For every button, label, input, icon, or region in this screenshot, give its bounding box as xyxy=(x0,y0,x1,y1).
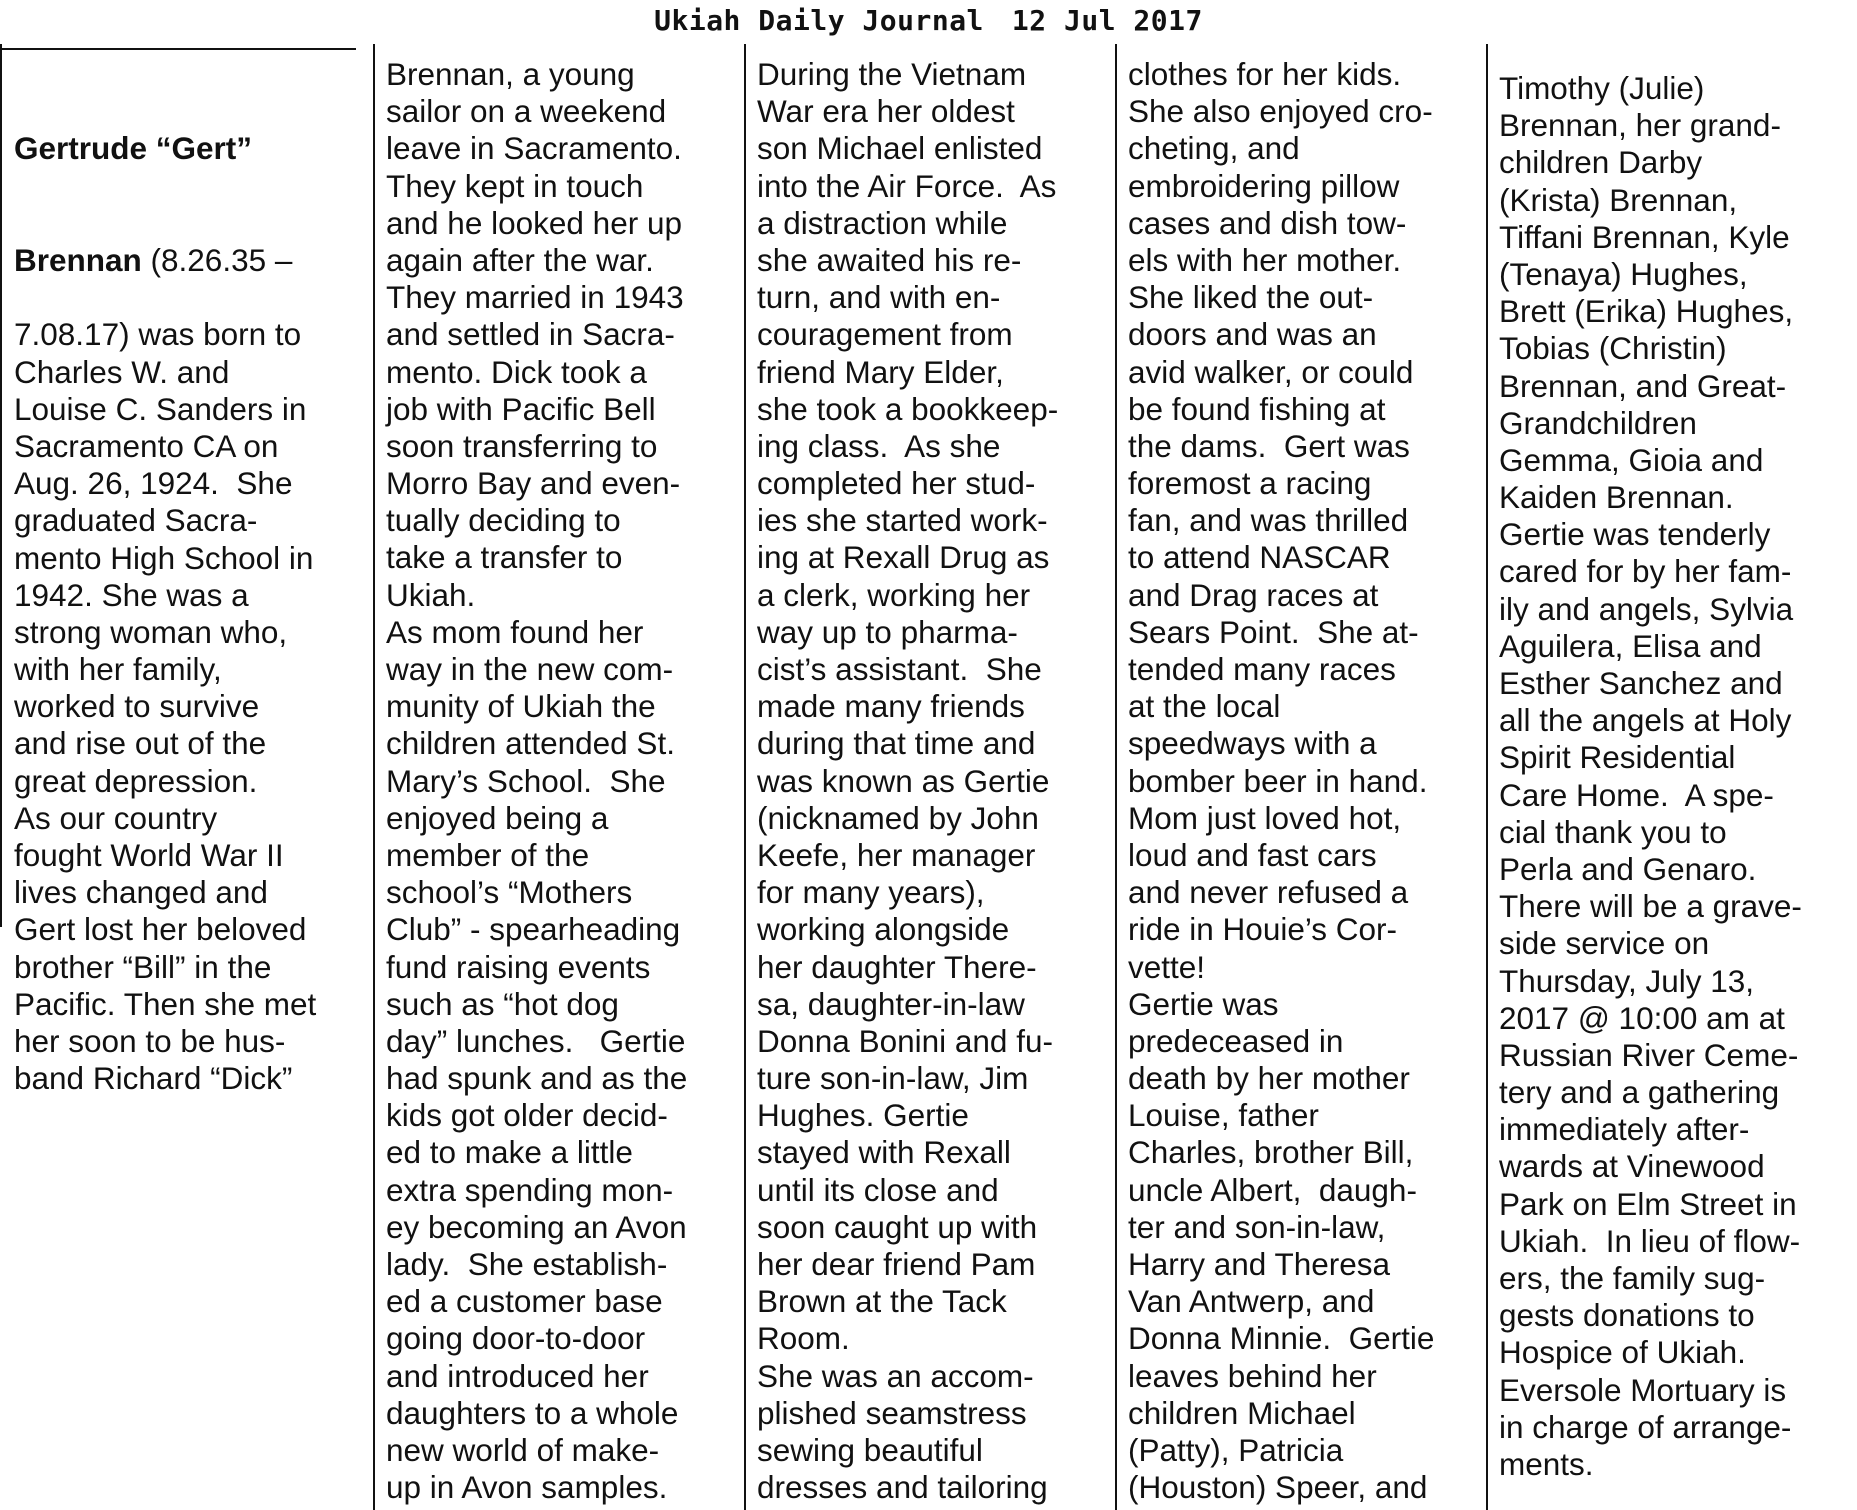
text-line: a distraction while xyxy=(757,204,1008,241)
text-line: Gert lost her beloved xyxy=(14,911,307,948)
text-line: the dams. Gert was xyxy=(1128,427,1410,464)
text-line: and introduced her xyxy=(386,1357,649,1394)
text-line: ey becoming an Avon xyxy=(386,1208,687,1245)
text-line: she awaited his re- xyxy=(757,241,1022,278)
text-line: foremost a racing xyxy=(1128,465,1372,502)
text-line: take a transfer to xyxy=(386,539,623,576)
text-line: brother “Bill” in the xyxy=(14,948,272,985)
text-line: They married in 1943 xyxy=(386,279,684,316)
text-line: turn, and with en- xyxy=(757,279,1001,316)
text-line: bomber beer in hand. xyxy=(1128,762,1428,799)
obituary-name: Gertrude “Gert” xyxy=(14,130,253,167)
text-line: friend Mary Elder, xyxy=(757,353,1004,390)
text-line: Mary’s School. She xyxy=(386,762,666,799)
text-line: dresses and tailoring xyxy=(757,1469,1048,1506)
text-line: They kept in touch xyxy=(386,167,644,204)
text-line: ed a customer base xyxy=(386,1283,663,1320)
text-line: Ukiah. In lieu of flow- xyxy=(1499,1222,1801,1259)
text-line: plished seamstress xyxy=(757,1394,1027,1431)
text-line: uncle Albert, daugh- xyxy=(1128,1171,1417,1208)
text-line: (Krista) Brennan, xyxy=(1499,181,1738,218)
text-line: son Michael enlisted xyxy=(757,130,1043,167)
text-line: Brown at the Tack xyxy=(757,1283,1007,1320)
text-line: worked to survive xyxy=(14,688,260,725)
text-line: job with Pacific Bell xyxy=(386,390,656,427)
text-line: way up to pharma- xyxy=(757,613,1018,650)
text-line: loud and fast cars xyxy=(1128,836,1377,873)
text-line: els with her mother. xyxy=(1128,241,1402,278)
text-line: made many friends xyxy=(757,688,1025,725)
text-line: Charles, brother Bill, xyxy=(1128,1134,1414,1171)
text-line: fought World War II xyxy=(14,837,284,874)
text-line xyxy=(14,130,316,167)
text-line: completed her stud- xyxy=(757,465,1036,502)
text-line: Perla and Genaro. xyxy=(1499,850,1757,887)
text-line: Brett (Erika) Hughes, xyxy=(1499,293,1794,330)
text-line: She also enjoyed cro- xyxy=(1128,93,1433,130)
text-line: children attended St. xyxy=(386,725,675,762)
text-line: Van Antwerp, and xyxy=(1128,1283,1375,1320)
text-line: extra spending mon- xyxy=(386,1171,674,1208)
text-line: Charles W. and xyxy=(14,353,230,390)
text-line: with her family, xyxy=(14,651,222,688)
text-line: ture son-in-law, Jim xyxy=(757,1060,1029,1097)
text-line: Hughes. Gertie xyxy=(757,1097,969,1134)
text-line: during that time and xyxy=(757,725,1036,762)
text-line: Gemma, Gioia and xyxy=(1499,441,1764,478)
text-line: ter and son-in-law, xyxy=(1128,1208,1386,1245)
text-line: Brennan, a young xyxy=(386,56,635,92)
text-line: ed to make a little xyxy=(386,1134,633,1171)
text-line: soon caught up with xyxy=(757,1208,1038,1245)
text-line: cheting, and xyxy=(1128,130,1300,167)
text-line: Ukiah. xyxy=(386,576,476,613)
text-line: mento. Dick took a xyxy=(386,353,647,390)
text-line: cases and dish tow- xyxy=(1128,204,1407,241)
text-line: Hospice of Ukiah. xyxy=(1499,1334,1746,1371)
text-line: her dear friend Pam xyxy=(757,1246,1036,1282)
publication-name: Ukiah Daily Journal xyxy=(654,4,984,37)
text-line: tended many races xyxy=(1128,651,1396,687)
text-line: leave in Sacramento. xyxy=(386,130,682,167)
top-rule xyxy=(0,48,356,50)
text-line: at the local xyxy=(1128,688,1281,725)
text-line: Keefe, her manager xyxy=(757,836,1036,873)
text-line: in charge of arrange- xyxy=(1499,1408,1792,1445)
text-line: Gertie was xyxy=(1128,985,1279,1022)
text-line: gests donations to xyxy=(1499,1297,1755,1334)
text-line: clothes for her kids. xyxy=(1128,56,1402,92)
text-line: sa, daughter-in-law xyxy=(757,985,1025,1022)
text-line: up in Avon samples. xyxy=(386,1469,668,1506)
text-line: avid walker, or could xyxy=(1128,353,1414,390)
text-line: a clerk, working her xyxy=(757,576,1031,613)
column-rule xyxy=(1486,44,1488,1510)
text-line: Donna Minnie. Gertie xyxy=(1128,1320,1435,1357)
obituary-column-2 xyxy=(386,56,687,1506)
text-line: Aguilera, Elisa and xyxy=(1499,627,1762,664)
text-line: be found fishing at xyxy=(1128,390,1386,427)
column-rule xyxy=(744,44,746,1510)
text-line: Care Home. A spe- xyxy=(1499,776,1774,813)
text-line: She was an accom- xyxy=(757,1357,1034,1394)
text-line: fund raising events xyxy=(386,948,651,985)
text-line: Morro Bay and even- xyxy=(386,465,681,502)
text-line: way in the new com- xyxy=(386,651,674,687)
text-line: leaves behind her xyxy=(1128,1357,1377,1394)
text-line: until its close and xyxy=(757,1171,999,1208)
text-line: vette! xyxy=(1128,948,1206,985)
text-line: Mom just loved hot, xyxy=(1128,799,1402,836)
text-line: children Darby xyxy=(1499,144,1703,181)
text-line: mento High School in xyxy=(14,539,314,576)
text-line: There will be a grave- xyxy=(1499,888,1802,925)
text-line: Room. xyxy=(757,1320,850,1357)
text-line: Spirit Residential xyxy=(1499,739,1736,776)
text-line: Club” - spearheading xyxy=(386,911,681,948)
text-line: working alongside xyxy=(757,911,1010,948)
text-line xyxy=(14,242,316,279)
text-line: and never refused a xyxy=(1128,874,1409,911)
text-line: wards at Vinewood xyxy=(1499,1148,1765,1185)
text-line: and he looked her up xyxy=(386,204,682,241)
text-line: Russian River Ceme- xyxy=(1499,1036,1799,1073)
text-line: into the Air Force. As xyxy=(757,167,1057,204)
text-line: ing class. As she xyxy=(757,427,1001,464)
text-line: During the Vietnam xyxy=(757,56,1027,92)
text-line: doors and was an xyxy=(1128,316,1377,353)
text-line: Timothy (Julie) xyxy=(1499,70,1705,106)
text-line: going door-to-door xyxy=(386,1320,646,1357)
text-line: side service on xyxy=(1499,925,1710,962)
text-line: speedways with a xyxy=(1128,725,1377,762)
text-line: Thursday, July 13, xyxy=(1499,962,1755,999)
text-line: sewing beautiful xyxy=(757,1431,983,1468)
text-line: Louise, father xyxy=(1128,1097,1319,1134)
text-line: Brennan, her grand- xyxy=(1499,107,1781,144)
text-line: ily and angels, Sylvia xyxy=(1499,590,1794,627)
text-line: Eversole Mortuary is xyxy=(1499,1371,1787,1408)
obituary-name-surname: Brennan xyxy=(14,242,142,278)
text-line: graduated Sacra- xyxy=(14,502,258,539)
text-line: 7.08.17) was born to xyxy=(14,316,302,353)
text-line: soon transferring to xyxy=(386,427,658,464)
text-line: Park on Elm Street in xyxy=(1499,1185,1797,1222)
publication-date: 12 Jul 2017 xyxy=(1011,4,1203,37)
text-line: ers, the family sug- xyxy=(1499,1260,1766,1296)
text-line: school’s “Mothers xyxy=(386,874,633,911)
text-line: had spunk and as the xyxy=(386,1060,688,1097)
text-line: couragement from xyxy=(757,316,1013,353)
text-line: As our country xyxy=(14,799,218,836)
text-line-part: (8.26.35 – xyxy=(141,242,293,278)
text-line: (Tenaya) Hughes, xyxy=(1499,255,1748,292)
text-line: War era her oldest xyxy=(757,93,1015,130)
text-line: again after the war. xyxy=(386,241,654,278)
text-line: death by her mother xyxy=(1128,1060,1410,1097)
text-line: all the angels at Holy xyxy=(1499,702,1792,739)
text-line: Gertie was tenderly xyxy=(1499,516,1771,553)
text-line: fan, and was thrilled xyxy=(1128,502,1409,539)
text-line: stayed with Rexall xyxy=(757,1134,1011,1171)
text-line: she took a bookkeep- xyxy=(757,390,1059,427)
column-rule xyxy=(1115,44,1117,1510)
text-line: Louise C. Sanders in xyxy=(14,390,307,427)
text-line: great depression. xyxy=(14,762,258,799)
text-line: ride in Houie’s Cor- xyxy=(1128,911,1398,948)
obituary-column-4 xyxy=(1128,56,1434,1506)
text-line: enjoyed being a xyxy=(386,799,609,836)
text-line: (Houston) Speer, and xyxy=(1128,1469,1428,1506)
text-line: Tobias (Christin) xyxy=(1499,330,1727,367)
text-line: ments. xyxy=(1499,1445,1594,1482)
text-line: lady. She establish- xyxy=(386,1246,668,1282)
text-line: predeceased in xyxy=(1128,1022,1344,1059)
text-line: daughters to a whole xyxy=(386,1394,679,1431)
text-line: cist’s assistant. She xyxy=(757,651,1042,687)
text-line: Tiffani Brennan, Kyle xyxy=(1499,218,1790,255)
text-line: ing at Rexall Drug as xyxy=(757,539,1050,576)
text-line: to attend NASCAR xyxy=(1128,539,1391,576)
text-line: Grandchildren xyxy=(1499,404,1697,441)
text-line: As mom found her xyxy=(386,613,644,650)
text-line: her daughter There- xyxy=(757,948,1037,985)
text-line: Sacramento CA on xyxy=(14,427,279,464)
text-line: sailor on a weekend xyxy=(386,93,667,130)
text-line: cared for by her fam- xyxy=(1499,553,1792,590)
text-line: and rise out of the xyxy=(14,725,267,762)
text-line: children Michael xyxy=(1128,1394,1356,1431)
text-line: (Patty), Patricia xyxy=(1128,1431,1344,1468)
text-line: 1942. She was a xyxy=(14,576,249,613)
obituary-column-3 xyxy=(757,56,1058,1506)
obituary-column-1 xyxy=(14,56,316,1097)
text-line: and settled in Sacra- xyxy=(386,316,675,353)
text-line: munity of Ukiah the xyxy=(386,688,656,725)
text-line: 2017 @ 10:00 am at xyxy=(1499,999,1785,1036)
text-line: Brennan, and Great- xyxy=(1499,367,1787,404)
text-line: band Richard “Dick” xyxy=(14,1060,293,1097)
text-line: and Drag races at xyxy=(1128,576,1379,613)
text-line: new world of make- xyxy=(386,1431,660,1468)
text-line: cial thank you to xyxy=(1499,813,1727,850)
text-line: member of the xyxy=(386,836,590,873)
text-line: strong woman who, xyxy=(14,613,288,650)
text-line: day” lunches. Gertie xyxy=(386,1022,686,1059)
text-line: her soon to be hus- xyxy=(14,1022,286,1059)
text-line: lives changed and xyxy=(14,874,268,911)
text-line: Donna Bonini and fu- xyxy=(757,1022,1053,1059)
text-line: tually deciding to xyxy=(386,502,621,539)
text-line: (nicknamed by John xyxy=(757,799,1039,836)
column-rule xyxy=(373,44,375,1510)
text-line: embroidering pillow xyxy=(1128,167,1400,204)
masthead xyxy=(0,4,1857,37)
text-line: Esther Sanchez and xyxy=(1499,665,1783,701)
text-line: ies she started work- xyxy=(757,502,1048,539)
text-line: Sears Point. She at- xyxy=(1128,613,1419,650)
text-line: kids got older decid- xyxy=(386,1097,668,1134)
column-rule xyxy=(0,44,2,927)
text-line: was known as Gertie xyxy=(757,762,1050,799)
text-line: for many years), xyxy=(757,874,985,911)
text-line: She liked the out- xyxy=(1128,279,1374,316)
text-line: Pacific. Then she met xyxy=(14,985,317,1022)
text-line: Harry and Theresa xyxy=(1128,1246,1391,1282)
text-line: immediately after- xyxy=(1499,1111,1750,1148)
text-line: Aug. 26, 1924. She xyxy=(14,465,293,502)
text-line: tery and a gathering xyxy=(1499,1074,1780,1111)
obituary-column-5 xyxy=(1499,70,1802,1483)
text-line: Kaiden Brennan. xyxy=(1499,479,1734,516)
text-line: such as “hot dog xyxy=(386,985,619,1022)
